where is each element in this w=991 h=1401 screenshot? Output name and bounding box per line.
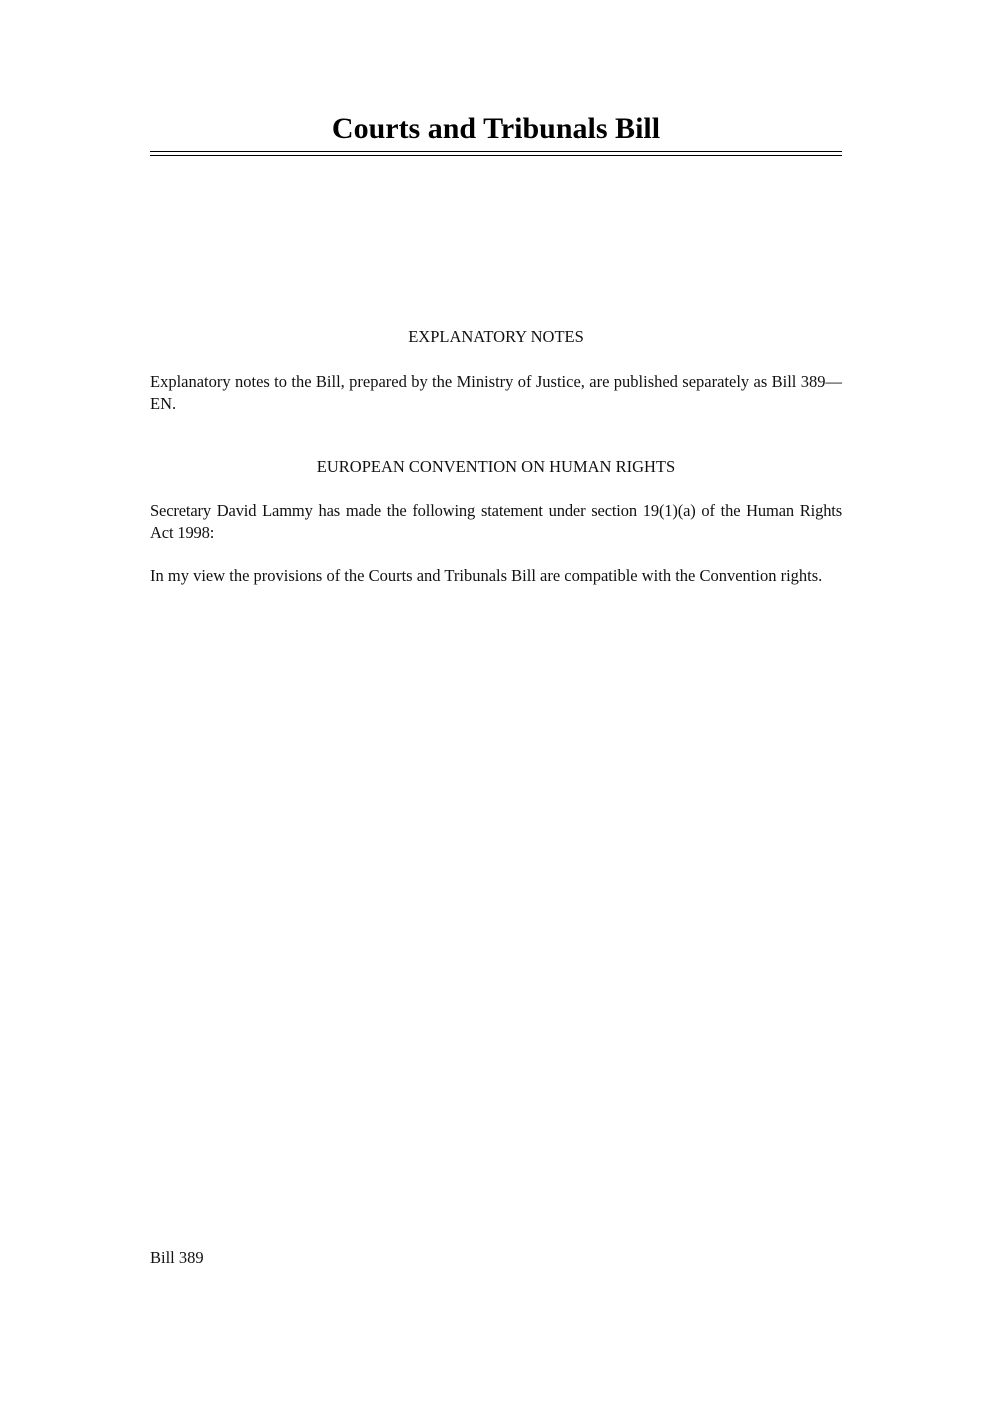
explanatory-notes-text: Explanatory notes to the Bill, prepared by the Ministry of Justice, are published separately as Bill 389—EN.: [150, 372, 842, 413]
title-rule-bottom: [150, 155, 842, 156]
echr-heading: EUROPEAN CONVENTION ON HUMAN RIGHTS: [316, 457, 676, 476]
title-rule-top: [150, 151, 842, 152]
page-title: Courts and Tribunals Bill: [331, 112, 661, 145]
echr-statement-intro: Secretary David Lammy has made the following statement under section 19(1)(a) of the Human Rights Act 1998:: [150, 501, 842, 542]
explanatory-notes-heading: EXPLANATORY NOTES: [408, 327, 584, 346]
echr-statement: In my view the provisions of the Courts and Tribunals Bill are compatible with the Convention rights.: [150, 566, 823, 585]
bill-number-footer: Bill 389: [150, 1248, 204, 1267]
